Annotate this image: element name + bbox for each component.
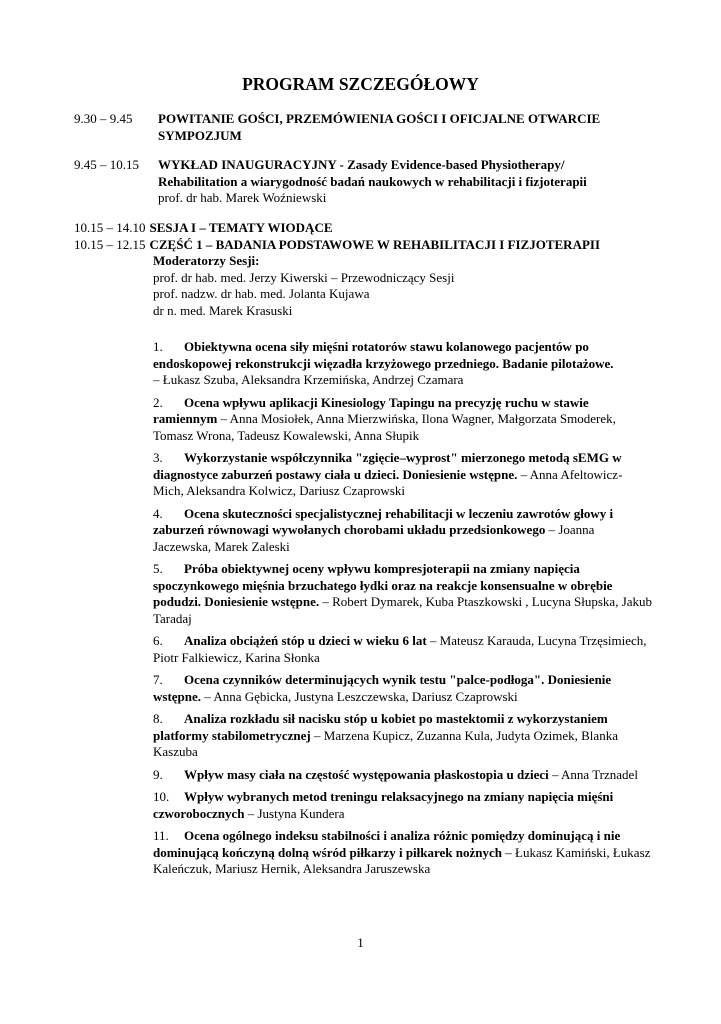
talk-authors: – Justyna Kundera	[244, 805, 345, 821]
moderator-2: prof. nadzw. dr hab. med. Jolanta Kujawa	[153, 286, 370, 301]
talk-item	[153, 633, 653, 666]
talk-authors: – Anna Trznadel	[548, 766, 638, 782]
talk-title: Analiza obciążeń stóp u dzieci w wieku 6 lat	[184, 633, 427, 648]
talk-title: Analiza rozkładu sił nacisku stóp u kobiet po mastektomii z wykorzystaniem platformy stabilometrycznej	[153, 711, 608, 743]
opening-text	[158, 111, 690, 144]
talk-number: 8.	[153, 711, 163, 726]
session-heading	[74, 220, 674, 237]
talk-number: 1.	[153, 339, 163, 354]
talk-title: Wpływ masy ciała na częstość występowania płaskostopia u dzieci	[184, 766, 549, 782]
talk-item	[153, 767, 653, 784]
talk-number: 4.	[153, 505, 163, 521]
part-heading	[74, 237, 674, 254]
talk-item	[153, 506, 653, 556]
talk-authors: – Marzena Kupicz, Zuzanna Kula, Judyta Ozimek, Blanka Kaszuba	[153, 727, 618, 759]
talk-title: Ocena czynników determinujących wynik testu "palce-podłoga". Doniesienie wstępne.	[153, 672, 612, 704]
opening-time: 9.30 – 9.45	[74, 111, 133, 126]
page-number: 1	[357, 935, 364, 950]
talk-title: Ocena wpływu aplikacji Kinesiology Tapingu na precyzję ruchu w stawie ramiennym	[153, 394, 589, 426]
talk-authors: – Joanna Jaczewska, Marek Zaleski	[153, 522, 595, 554]
lecture-line-2: Rehabilitation a wiarygodność badań naukowych w rehabilitacji i fizjoterapii	[158, 173, 587, 189]
talk-number: 3.	[153, 450, 163, 465]
talk-authors: – Anna Gębicka, Justyna Leszczewska, Dariusz Czaprowski	[201, 688, 518, 704]
part-label: CZĘŚĆ 1 – BADANIA PODSTAWOWE W REHABILITACJI I FIZJOTERAPII	[149, 237, 601, 252]
talk-authors: – Anna Afeltowicz-Mich, Aleksandra Kolwicz, Dariusz Czaprowski	[153, 466, 623, 498]
talk-item	[153, 828, 653, 878]
talk-authors: – Łukasz Szuba, Aleksandra Krzemińska, Andrzej Czamara	[153, 372, 464, 387]
talk-item	[153, 711, 653, 761]
opening-line-2: SYMPOZJUM	[158, 127, 242, 143]
talk-title: Ocena skuteczności specjalistycznej rehabilitacji w leczeniu zawrotów głowy i zaburzeń równowagi wywołanych chorobami układu przedsionkowego	[153, 505, 614, 537]
talk-item	[153, 789, 653, 822]
lecture-time: 9.45 – 10.15	[74, 157, 139, 172]
moderator-1: prof. dr hab. med. Jerzy Kiwerski – Przewodniczący Sesji	[153, 269, 455, 285]
talk-item	[153, 395, 653, 445]
talk-number: 7.	[153, 672, 163, 687]
talk-authors: – Mateusz Karauda, Lucyna Trzęsimiech, Piotr Falkiewicz, Karina Słonka	[153, 633, 647, 665]
talk-title: Obiektywna ocena siły mięśni rotatorów stawu kolanowego pacjentów po endoskopowej rekonstrukcji więzadła krzyżowego przedniego. Badanie pilotażowe.	[153, 339, 614, 371]
talk-number: 11.	[153, 828, 169, 843]
moderators-heading: Moderatorzy Sesji:	[153, 253, 260, 268]
talk-list	[153, 339, 653, 884]
moderators-block	[153, 253, 653, 319]
talk-authors: – Łukasz Kamiński, Łukasz Kaleńczuk, Mariusz Hernik, Aleksandra Jaruszewska	[153, 844, 651, 876]
moderator-3: dr n. med. Marek Krasuski	[153, 302, 293, 318]
talk-number: 9.	[153, 766, 163, 782]
talk-authors: – Robert Dymarek, Kuba Ptaszkowski , Lucyna Słupska, Jakub Taradaj	[153, 594, 653, 626]
lecture-line-1: WYKŁAD INAUGURACYJNY - Zasady Evidence-based Physiotherapy/	[158, 157, 565, 172]
talk-number: 2.	[153, 394, 163, 410]
talk-number: 5.	[153, 561, 163, 576]
talk-item	[153, 672, 653, 705]
lecture-text	[158, 157, 690, 207]
talk-title: Próba obiektywnej oceny wpływu kompresjoterapii na zmiany napięcia spoczynkowego mięśnia brzuchatego łydki oraz na reakcje konsensualne w obrębie podudzi. Doniesienie wstępne.	[153, 561, 613, 609]
talk-number: 6.	[153, 633, 163, 648]
talk-number: 10.	[153, 789, 170, 804]
talk-title: Wykorzystanie współczynnika "zgięcie–wyprost" mierzonego metodą sEMG w diagnostyce zaburzeń postawy ciała u dzieci. Doniesienie wstępne.	[153, 450, 622, 482]
talk-title: Wpływ wybranych metod treningu relaksacyjnego na zmiany napięcia mięśni czworobocznych	[153, 789, 614, 821]
talk-item	[153, 450, 653, 500]
lecture-speaker: prof. dr hab. Marek Woźniewski	[158, 190, 327, 205]
talk-item	[153, 561, 653, 627]
session-label: SESJA I – TEMATY WIODĄCE	[149, 220, 333, 235]
talk-item	[153, 339, 653, 389]
session-time: 10.15 – 14.10	[74, 220, 146, 235]
part-time: 10.15 – 12.15	[74, 237, 146, 252]
page-title: PROGRAM SZCZEGÓŁOWY	[242, 74, 479, 94]
opening-line-1: POWITANIE GOŚCI, PRZEMÓWIENIA GOŚCI I OFICJALNE OTWARCIE	[158, 111, 601, 126]
talk-authors: – Anna Mosiołek, Anna Mierzwińska, Ilona Wagner, Małgorzata Smoderek, Tomasz Wrona, Tadeusz Kowalewski, Anna Słupik	[153, 411, 616, 443]
talk-title: Ocena ogólnego indeksu stabilności i analiza różnic pomiędzy dominującą i nie dominującą kończyną dolną wśród piłkarzy i piłkarek nożnych	[153, 828, 621, 860]
